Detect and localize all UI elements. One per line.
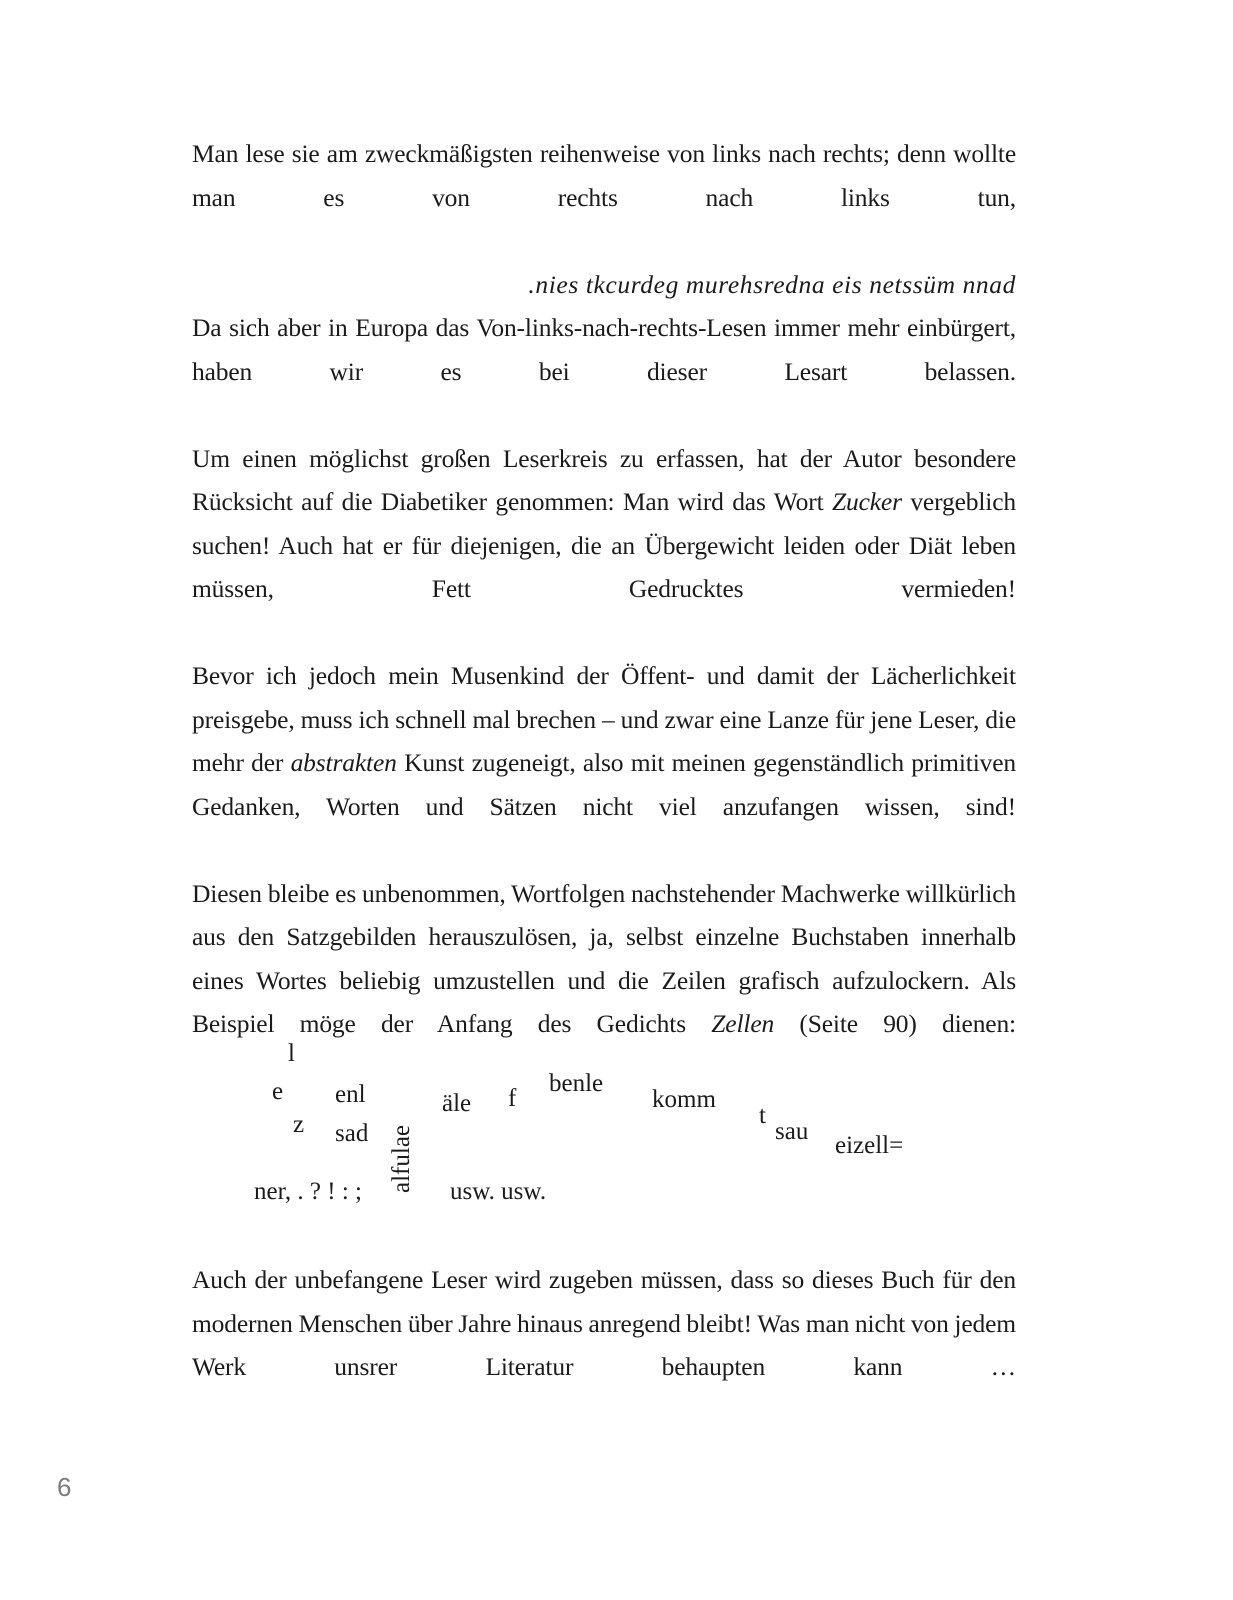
body-text-run: Man lese sie am zweckmäßigsten reihenweise von links nach rechts; denn wollte man es von rechts nach links tun, xyxy=(192,139,1016,212)
poem-glyph: komm xyxy=(652,1086,716,1113)
emphasis-text: Zucker xyxy=(831,487,902,516)
poem-glyph: eizell= xyxy=(835,1132,904,1159)
body-text-run: (Seite 90) dienen: xyxy=(774,1009,1016,1038)
emphasis-text: abstrakten xyxy=(290,748,397,777)
poem-glyph: sad xyxy=(335,1120,369,1147)
body-text-run: Diesen bleibe es unbenommen, Wortfolgen nachstehender Machwerke willkürlich aus den Satzgebilden herauszulösen, ja, selbst einzelne Buchstaben innerhalb eines Wortes beliebig umzustellen und die Zeilen grafisch aufzulockern. Als Beispiel möge der Anfang des Gedichts xyxy=(192,878,1016,1038)
poem-glyph: l xyxy=(288,1040,295,1067)
poem-glyph: alfulae xyxy=(388,1124,415,1193)
poem-glyph: enl xyxy=(335,1081,366,1108)
body-text-run: Da sich aber in Europa das Von-links-nach-rechts-Lesen immer mehr einbürgert, haben wir es bei dieser Lesart belassen. xyxy=(192,313,1016,386)
mirrored-italic-line: .nies tkcurdeg murehsredna eis netssüm nnad xyxy=(528,269,1016,299)
body-text-run: Auch der unbefangene Leser wird zugeben müssen, dass so dieses Buch für den modernen Menschen über Jahre hinaus anregend bleibt! Was man nicht von jedem Werk unsrer Literatur behaupten kann … xyxy=(192,1265,1016,1381)
closing-text-block xyxy=(192,1258,1016,1432)
poem-glyph: ner, . ? ! : ; xyxy=(254,1178,362,1205)
poem-glyph: z xyxy=(293,1111,305,1138)
poem-glyph: e xyxy=(272,1078,284,1105)
emphasis-text: Zellen xyxy=(711,1009,775,1038)
body-text-run: Um einen möglichst großen Leserkreis zu erfassen, hat der Autor besondere Rücksicht auf die Diabetiker genommen: Man wird das Wort xyxy=(192,443,1016,516)
poem-glyph: äle xyxy=(442,1090,472,1117)
page-number: 6 xyxy=(57,1472,72,1502)
poem-glyph: benle xyxy=(549,1070,604,1097)
poem-glyph: f xyxy=(508,1085,517,1112)
paragraph-1 xyxy=(192,132,1016,263)
body-text-run: vergeblich suchen! Auch hat er für diejenigen, die an Übergewicht leiden oder Diät leben müssen, Fett Gedrucktes vermieden! xyxy=(192,487,1016,603)
body-text-run: Bevor ich jedoch mein Musenkind der Öffent- und damit der Lächerlichkeit preisgebe, muss ich schnell mal brechen – und zwar eine Lanze für jene Leser, die mehr der xyxy=(192,661,1016,777)
poem-glyph: t xyxy=(759,1102,766,1129)
paragraph-2 xyxy=(192,306,1016,437)
body-text-run: Kunst zugeneigt, also mit meinen gegenständlich primitiven Gedanken, Worten und Sätzen nicht viel anzufangen wissen, sind! xyxy=(192,748,1016,821)
poem-glyph: sau xyxy=(775,1118,809,1145)
paragraph-3 xyxy=(192,437,1016,655)
paragraph-6 xyxy=(192,1258,1016,1432)
poem-glyph: usw. usw. xyxy=(450,1178,547,1205)
paragraph-4 xyxy=(192,654,1016,872)
body-text-block xyxy=(192,132,1016,1089)
concrete-poem-figure xyxy=(192,1028,1016,1218)
